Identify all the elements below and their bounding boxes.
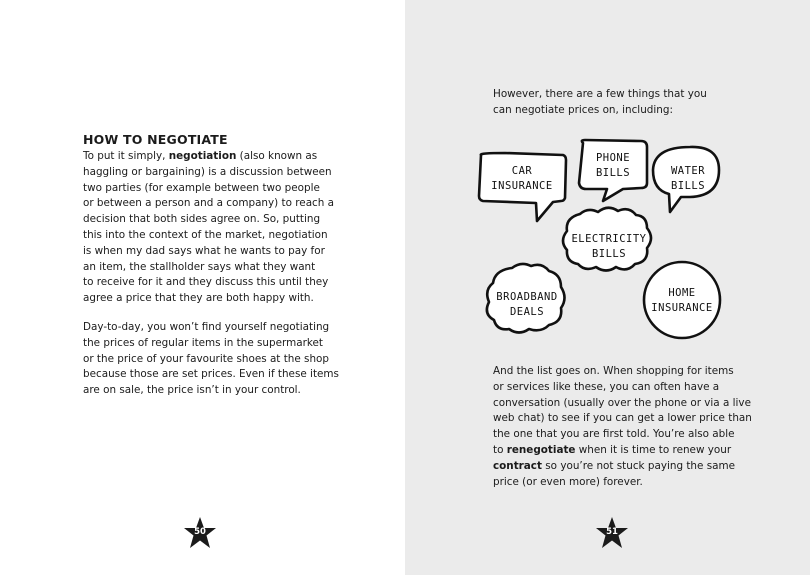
text-line <box>493 380 752 396</box>
electricity-bills-label-1: ELECTRICITY <box>571 233 647 245</box>
car-insurance-label-1: CAR <box>511 165 533 177</box>
text-line: the prices of regular items in the supermarket <box>83 336 323 349</box>
text-line <box>493 475 752 491</box>
text-line: However, there are a few things that you <box>493 88 707 100</box>
text-line: are on sale, the price isn’t in your control. <box>83 384 301 397</box>
broadband-deals-label-1: BROADBAND <box>496 291 558 303</box>
text-line <box>83 291 334 307</box>
text-line <box>83 149 334 165</box>
text-segment: to <box>493 443 507 456</box>
car-insurance-label-2: INSURANCE <box>491 180 553 192</box>
bold-term: renegotiate <box>506 443 576 456</box>
paragraph-day-to-day <box>83 320 339 399</box>
page-number: 50 <box>194 527 206 537</box>
text-line <box>83 165 334 181</box>
text-segment: this into the context of the market, negotiation <box>83 228 328 241</box>
page-number-badge <box>183 516 217 550</box>
text-segment: price (or even more) forever. <box>493 475 643 488</box>
section-heading: HOW TO NEGOTIATE <box>83 132 228 147</box>
broadband-deals-label-2: DEALS <box>509 306 545 318</box>
water-bills-label-1: WATER <box>670 165 706 177</box>
home-insurance-label-1: HOME <box>668 287 696 299</box>
text-line <box>83 181 334 197</box>
water-bills-label-2: BILLS <box>670 180 706 192</box>
text-line: or the price of your favourite shoes at the shop <box>83 352 329 365</box>
text-line <box>493 396 752 412</box>
text-segment: conversation (usually over the phone or via a live <box>493 396 751 409</box>
text-segment: decision that both sides agree on. So, putting <box>83 213 321 226</box>
text-line: Day-to-day, you won’t find yourself negotiating <box>83 321 330 333</box>
text-line <box>493 411 752 427</box>
text-segment: web chat) to see if you can get a lower price than <box>493 412 752 425</box>
text-segment: to receive for it and they discuss this until they <box>83 276 329 289</box>
text-line: can negotiate prices on, including: <box>493 103 673 116</box>
text-line <box>83 260 334 276</box>
phone-bills-label-1: PHONE <box>595 152 631 164</box>
right-page <box>405 0 810 575</box>
text-line <box>83 244 334 260</box>
text-segment: To put it simply, <box>83 150 169 162</box>
text-line <box>493 427 752 443</box>
bold-term: negotiation <box>168 150 237 162</box>
home-insurance-bubble <box>644 262 720 338</box>
text-line <box>493 364 752 380</box>
text-line <box>493 459 752 475</box>
text-segment: haggling or bargaining) is a discussion between <box>83 165 332 178</box>
paragraph-negotiation-definition <box>83 149 334 307</box>
text-segment: the one that you are first told. You’re also able <box>493 428 735 441</box>
text-segment: or between a person and a company) to reach a <box>83 197 335 210</box>
electricity-bills-label-2: BILLS <box>591 248 627 260</box>
page-number-badge <box>595 516 629 550</box>
text-line <box>83 228 334 244</box>
text-line: because those are set prices. Even if these items <box>83 368 339 381</box>
text-segment: (also known as <box>236 150 318 162</box>
text-segment: two parties (for example between two people <box>83 181 320 194</box>
bold-term: contract <box>493 459 542 472</box>
page-number: 51 <box>606 527 618 537</box>
text-segment: And the list goes on. When shopping for items <box>493 365 734 377</box>
text-segment: or services like these, you can often have a <box>493 380 720 393</box>
text-segment: is when my dad says what he wants to pay for <box>83 244 325 257</box>
speech-bubbles-illustration <box>405 0 810 360</box>
home-insurance-label-2: INSURANCE <box>651 302 713 314</box>
text-line <box>83 275 334 291</box>
text-line <box>83 196 334 212</box>
text-segment: an item, the stallholder says what they want <box>83 260 316 273</box>
phone-bills-label-2: BILLS <box>595 167 631 179</box>
paragraph-list-goes-on <box>493 364 752 490</box>
text-segment: agree a price that they are both happy with. <box>83 292 314 305</box>
text-segment: so you’re not stuck paying the same <box>541 459 736 472</box>
text-line <box>83 212 334 228</box>
text-line <box>493 443 752 459</box>
text-segment: when it is time to renew your <box>575 443 732 456</box>
